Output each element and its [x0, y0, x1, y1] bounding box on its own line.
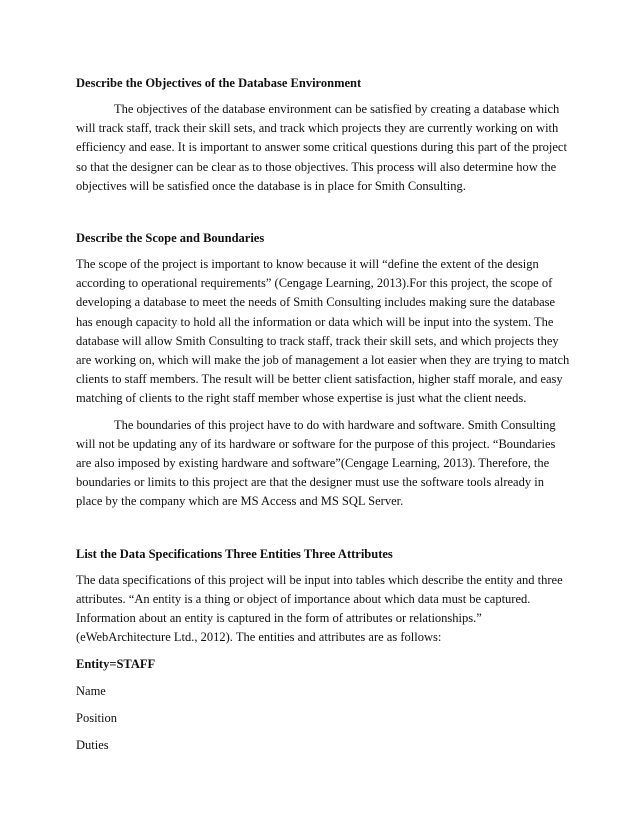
entity-title: Entity=STAFF [76, 657, 156, 672]
attribute-item: Name [76, 684, 106, 699]
boundaries-paragraph: The boundaries of this project have to do with hardware and software. Smith Consulting will not be updating any of its hardware or software for the purpose of this project. “Boundaries are also imposed by existing hardware and software”(Cengage Learning, 2013). Therefore, the boundaries or limits to this project are that the designer must use the software tools already in place by the company which are MS Access and MS SQL Server. [76, 417, 556, 509]
attribute-item: Duties [76, 738, 109, 753]
objectives-heading: Describe the Objectives of the Database Environment [76, 76, 362, 90]
scope-heading: Describe the Scope and Boundaries [76, 231, 265, 246]
scope-paragraph: The scope of the project is important to know because it will “define the extent of the design according to operational requirements” (Cengage Learning, 2013).For this project, the scope of developing a database to meet the needs of Smith Consulting includes making sure the database has enough capacity to hold all the information or data which will be input into the system. The database will allow Smith Consulting to track staff, track their skill sets, and which projects they are working on, which will make the job of management a lot easier when they are trying to match clients to staff members. The result will be better client satisfaction, higher staff morale, and easy matching of clients to the right staff member whose expertise is just what the client needs. [76, 257, 570, 406]
attribute-item: Position [76, 711, 117, 726]
data-specs-paragraph: The data specifications of this project will be input into tables which describe the entity and three attributes. “An entity is a thing or object of importance about which data must be captured. Information about an entity is captured in the form of attributes or relationships.” (eWebArchitecture Ltd., 2012). The entities and attributes are as follows: [76, 572, 563, 645]
objectives-paragraph: The objectives of the database environment can be satisfied by creating a database which will track staff, track their skill sets, and track which projects they are currently working on with efficiency and ease. It is important to answer some critical questions during this part of the project so that the designer can be clear as to those objectives. This process will also determine how the objectives will be satisfied once the database is in place for Smith Consulting. [76, 102, 567, 193]
data-specs-heading: List the Data Specifications Three Entities Three Attributes [76, 546, 393, 561]
